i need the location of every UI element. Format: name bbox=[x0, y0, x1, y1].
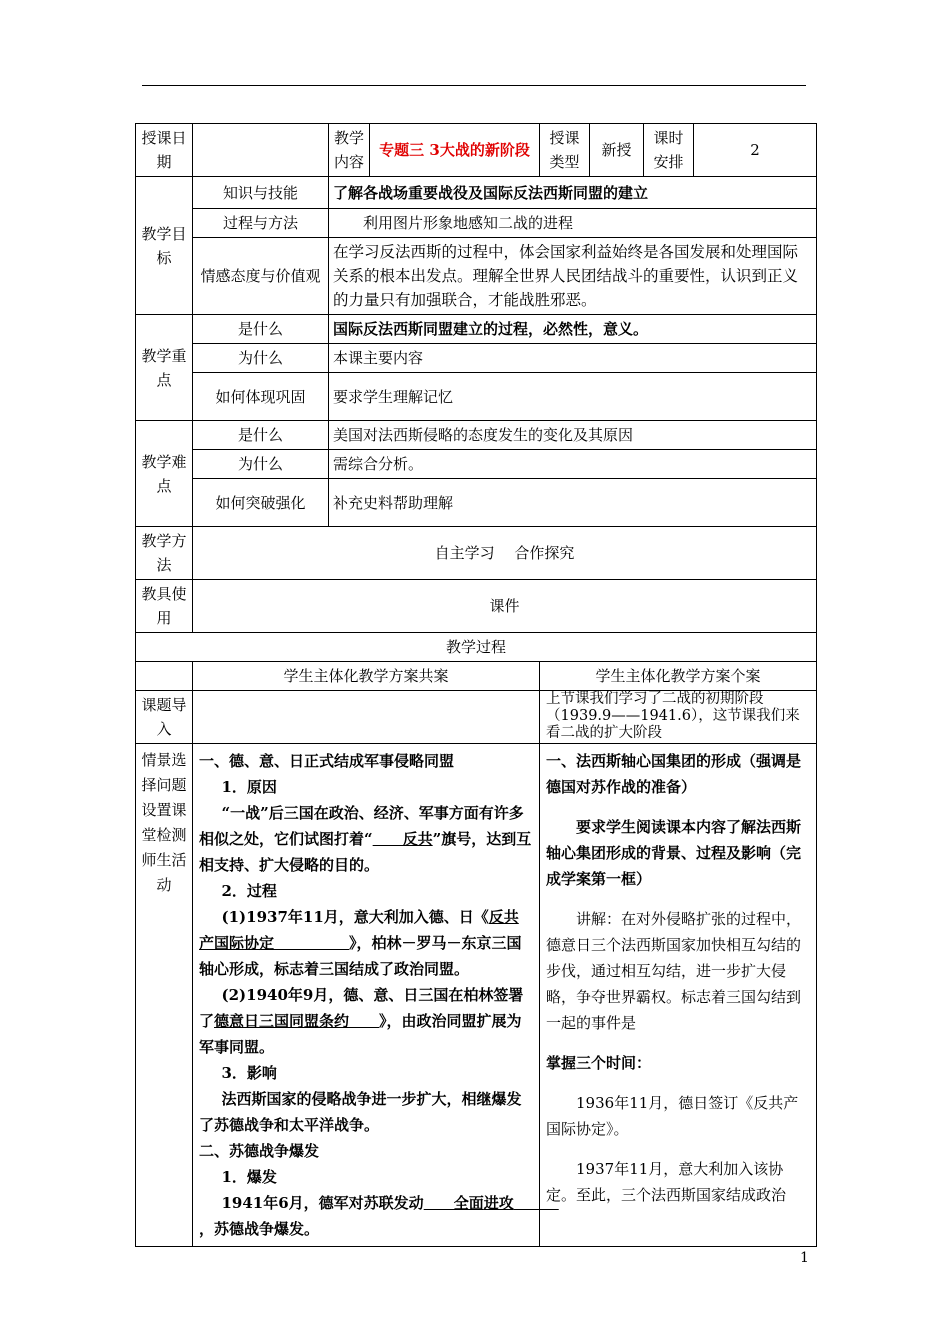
process-col2-header: 学生主体化教学方案个案 bbox=[540, 662, 817, 691]
method-row bbox=[136, 527, 817, 580]
difficult-key-2: 为什么 bbox=[193, 450, 329, 479]
goals-row-1 bbox=[136, 177, 817, 209]
goals-label: 教学目标 bbox=[136, 177, 193, 315]
lesson-title: 专题三 3大战的新阶段 bbox=[370, 124, 540, 177]
left-sub-2: 2．过程 bbox=[221, 882, 277, 900]
difficult-value-3: 补充史料帮助理解 bbox=[329, 479, 817, 527]
intro-label: 课题导入 bbox=[136, 691, 193, 744]
left-heading-1: 一、德、意、日正式结成军事侵略同盟 bbox=[199, 752, 455, 770]
difficult-label: 教学难点 bbox=[136, 421, 193, 527]
intro-left bbox=[193, 691, 540, 744]
difficult-value-1: 美国对法西斯侵略的态度发生的变化及其原因 bbox=[329, 421, 817, 450]
value-hours: 2 bbox=[694, 124, 817, 177]
header-row bbox=[136, 124, 817, 177]
goals-key-3: 情感态度与价值观 bbox=[193, 238, 329, 315]
activity-row bbox=[136, 744, 817, 1247]
focus-key-1: 是什么 bbox=[193, 315, 329, 344]
right-heading-1: 一、法西斯轴心国集团的形成（强调是德国对苏作战的准备） bbox=[546, 752, 802, 796]
focus-row-3 bbox=[136, 373, 817, 421]
goals-value-2: 利用图片形象地感知二战的进程 bbox=[329, 209, 817, 238]
right-para-3: 1936年11月，德日签订《反共产国际协定》。 bbox=[546, 1094, 799, 1138]
intro-text: 上节课我们学习了二战的初期阶段（1939.9——1941.6），这节课我们来看二战的扩大阶段 bbox=[540, 691, 817, 744]
left-sub-3: 3．影响 bbox=[221, 1064, 277, 1082]
left-sub-4: 1．爆发 bbox=[221, 1168, 277, 1186]
process-header-row bbox=[136, 662, 817, 691]
label-date: 授课日期 bbox=[136, 124, 193, 177]
tools-value: 课件 bbox=[193, 580, 817, 633]
lesson-plan-table bbox=[135, 123, 817, 1247]
goals-row-3 bbox=[136, 238, 817, 315]
method-value: 自主学习 合作探究 bbox=[193, 527, 817, 580]
left-para-3: (2)1940年9月，德、意、日三国在柏林签署了德意日三国同盟条约 》，由政治同盟扩展为军事同盟。 bbox=[199, 986, 524, 1056]
difficult-value-2: 需综合分析。 bbox=[329, 450, 817, 479]
right-para-4: 1937年11月，意大利加入该协定。至此，三个法西斯国家结成政治 bbox=[546, 1160, 787, 1204]
header-rule bbox=[142, 85, 806, 86]
tools-label: 教具使用 bbox=[136, 580, 193, 633]
difficult-row-2 bbox=[136, 450, 817, 479]
method-label: 教学方法 bbox=[136, 527, 193, 580]
difficult-row-1 bbox=[136, 421, 817, 450]
focus-value-3: 要求学生理解记忆 bbox=[329, 373, 817, 421]
difficult-key-3: 如何突破强化 bbox=[193, 479, 329, 527]
intro-row bbox=[136, 691, 817, 744]
goals-value-3: 在学习反法西斯的过程中，体会国家利益始终是各国发展和处理国际关系的根本出发点。理解全世界人民团结战斗的重要性，认识到正义的力量只有加强联合，才能战胜邪恶。 bbox=[329, 238, 817, 315]
difficult-row-3 bbox=[136, 479, 817, 527]
left-para-1: “一战”后三国在政治、经济、军事方面有许多相似之处，它们试图打着“ 反共”旗号，达到互相支持、扩大侵略的目的。 bbox=[199, 804, 532, 874]
tools-row bbox=[136, 580, 817, 633]
activity-label: 情景选择问题设置课堂检测师生活动 bbox=[136, 744, 193, 1247]
label-type: 授课类型 bbox=[540, 124, 590, 177]
focus-row-2 bbox=[136, 344, 817, 373]
goals-row-2 bbox=[136, 209, 817, 238]
process-title-row bbox=[136, 633, 817, 662]
left-para-4: 法西斯国家的侵略战争进一步扩大，相继爆发了苏德战争和太平洋战争。 bbox=[199, 1090, 522, 1134]
difficult-key-1: 是什么 bbox=[193, 421, 329, 450]
focus-value-1: 国际反法西斯同盟建立的过程，必然性，意义。 bbox=[329, 315, 817, 344]
process-header-blank bbox=[136, 662, 193, 691]
goals-key-2: 过程与方法 bbox=[193, 209, 329, 238]
focus-label: 教学重点 bbox=[136, 315, 193, 421]
process-title: 教学过程 bbox=[136, 633, 817, 662]
activity-right bbox=[540, 744, 817, 1247]
value-type: 新授 bbox=[590, 124, 644, 177]
right-para-1: 要求学生阅读课本内容了解法西斯轴心集团形成的背景、过程及影响（完成学案第一框） bbox=[546, 818, 802, 888]
process-col1-header: 学生主体化教学方案共案 bbox=[193, 662, 540, 691]
page-number: 1 bbox=[800, 1250, 809, 1266]
label-content: 教学内容 bbox=[329, 124, 370, 177]
left-para-2: (1)1937年11月，意大利加入德、日《反共产国际协定 》，柏林－罗马－东京三国轴心形成，标志着三国结成了政治同盟。 bbox=[199, 908, 522, 978]
activity-left bbox=[193, 744, 559, 1247]
goals-value-1: 了解各战场重要战役及国际反法西斯同盟的建立 bbox=[329, 177, 817, 209]
label-hours: 课时安排 bbox=[644, 124, 694, 177]
left-sub-1: 1．原因 bbox=[221, 778, 277, 796]
left-heading-2: 二、苏德战争爆发 bbox=[199, 1142, 320, 1160]
right-heading-2: 掌握三个时间： bbox=[546, 1054, 652, 1072]
focus-key-2: 为什么 bbox=[193, 344, 329, 373]
focus-key-3: 如何体现巩固 bbox=[193, 373, 329, 421]
goals-key-1: 知识与技能 bbox=[193, 177, 329, 209]
focus-row-1 bbox=[136, 315, 817, 344]
focus-value-2: 本课主要内容 bbox=[329, 344, 817, 373]
value-date bbox=[193, 124, 329, 177]
right-para-2: 讲解：在对外侵略扩张的过程中，德意日三个法西斯国家加快相互勾结的步伐，通过相互勾结，进一步扩大侵略，争夺世界霸权。标志着三国勾结到一起的事件是 bbox=[546, 910, 802, 1032]
left-para-5: 1941年6月，德军对苏联发动 全面进攻 ，苏德战争爆发。 bbox=[199, 1194, 559, 1238]
